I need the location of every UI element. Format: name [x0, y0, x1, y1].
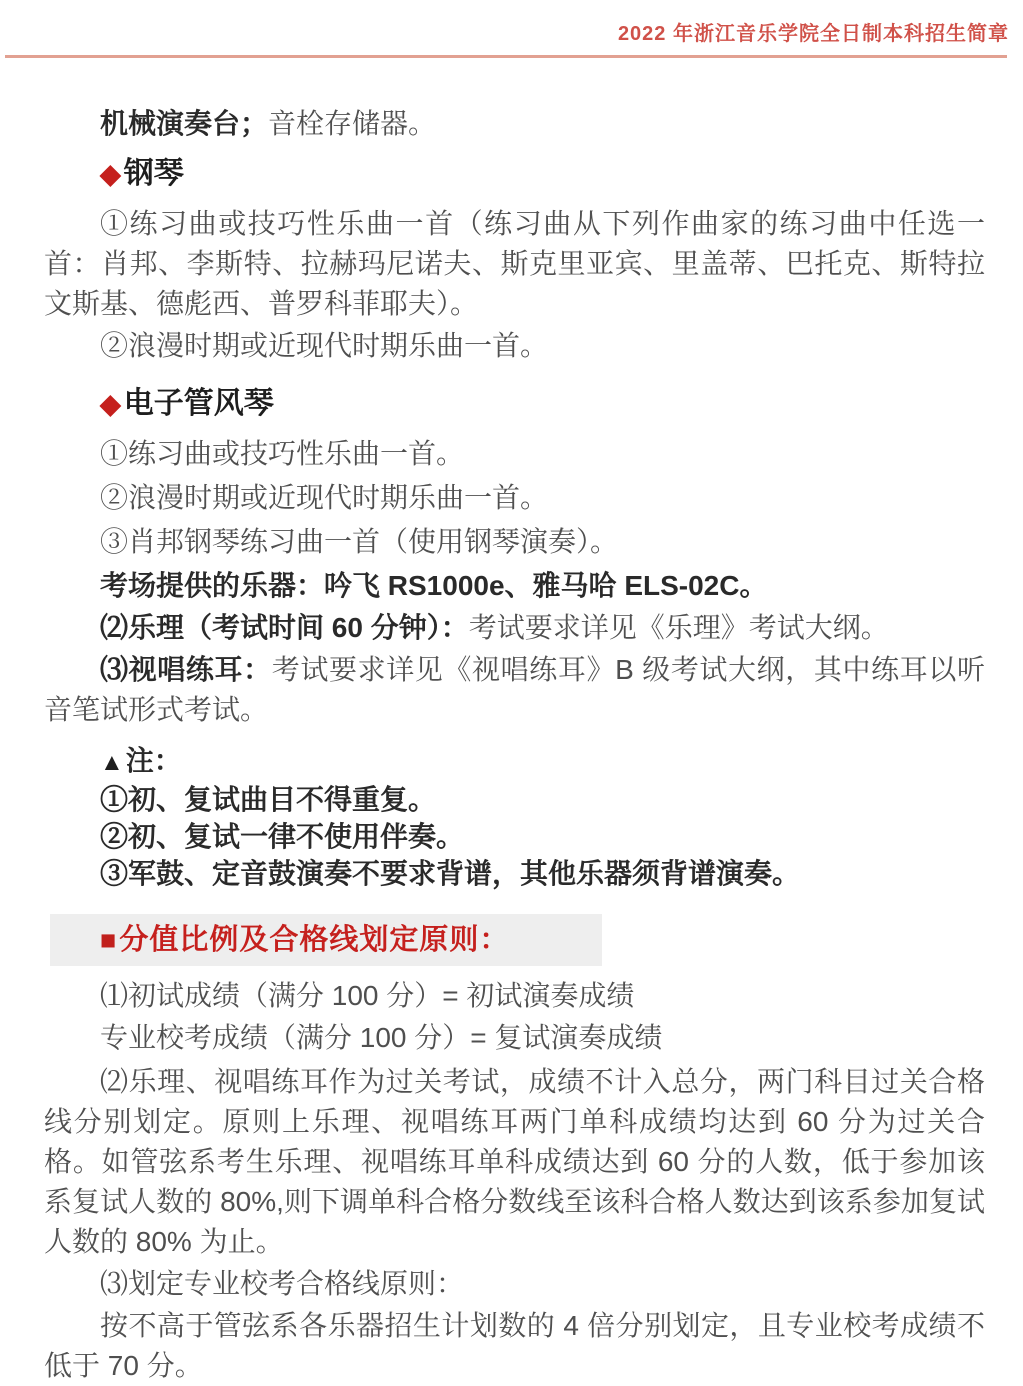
solfeggio-lead: ⑶视唱练耳：	[100, 654, 272, 685]
organ-requirement-3: ③肖邦钢琴练习曲一首（使用钢琴演奏）。	[100, 526, 619, 557]
score-rule-qualifying-principle: ⑶划定专业校考合格线原则：	[100, 1268, 465, 1299]
note-item-1: ①初、复试曲目不得重复。	[100, 784, 437, 815]
score-rule-pass-line: ⑵乐理、视唱练耳作为过关考试，成绩不计入总分，两门科目过关合格线分别划定。原则上乐理、视唱练耳两门单科成绩均达到 60 分为过关合格。如管弦系考生乐理、视唱练耳单科成绩达到 60 分的人数，低于参加该系复试人数的 80%,则下调单科合格分数线至该科合格人数达到该系参加复试人数的 80% 为止。	[44, 1066, 985, 1257]
square-icon: ■	[100, 924, 117, 955]
triangle-icon: ▲	[100, 749, 124, 776]
heading-piano-label: 钢琴	[123, 157, 184, 190]
document-body	[0, 58, 1023, 1386]
paragraph-solfeggio	[44, 650, 985, 730]
note-heading-label: 注：	[125, 745, 182, 776]
music-theory-detail: 考试要求详见《乐理》考试大纲。	[468, 612, 889, 643]
piano-requirement-1: ①练习曲或技巧性乐曲一首（练习曲从下列作曲家的练习曲中任选一首：肖邦、李斯特、拉赫玛尼诺夫、斯克里亚宾、里盖蒂、巴托克、斯特拉文斯基、德彪西、普罗科菲耶夫）。	[44, 208, 985, 319]
score-rule-school-exam: 专业校考成绩（满分 100 分）= 复试演奏成绩	[100, 1022, 663, 1053]
note-block	[44, 742, 985, 892]
note-item-3: ③军鼓、定音鼓演奏不要求背谱，其他乐器须背谱演奏。	[100, 858, 801, 889]
heading-electronic-organ	[100, 386, 985, 422]
page-title: 2022 年浙江音乐学院全日制本科招生简章	[617, 23, 1009, 45]
intro-bold-text: 机械演奏台；	[100, 108, 269, 139]
music-theory-lead: ⑵乐理（考试时间 60 分钟）：	[100, 612, 469, 643]
heading-electronic-organ-label: 电子管风琴	[123, 387, 274, 420]
intro-rest-text: 音栓存储器。	[268, 108, 437, 139]
paragraph-console-intro	[44, 104, 985, 144]
paragraph-music-theory	[44, 608, 985, 648]
page-header	[0, 0, 1023, 58]
diamond-icon: ◆	[100, 159, 121, 189]
organ-requirement-1: ①练习曲或技巧性乐曲一首。	[100, 438, 465, 469]
note-item-2: ②初、复试一律不使用伴奏。	[100, 821, 465, 852]
section-header-bar	[50, 914, 602, 966]
paragraph-provided-instruments: 考场提供的乐器：吟飞 RS1000e、雅马哈 ELS-02C。	[100, 570, 768, 601]
organ-requirement-2: ②浪漫时期或近现代时期乐曲一首。	[100, 482, 549, 513]
score-rule-initial: ⑴初试成绩（满分 100 分）= 初试演奏成绩	[100, 980, 635, 1011]
section-title: 分值比例及合格线划定原则：	[119, 924, 510, 956]
diamond-icon: ◆	[100, 389, 121, 419]
note-heading	[100, 742, 985, 781]
score-rule-quota: 按不高于管弦系各乐器招生计划数的 4 倍分别划定，且专业校考成绩不低于 70 分。	[44, 1310, 985, 1381]
heading-piano	[100, 156, 985, 192]
piano-requirement-2: ②浪漫时期或近现代时期乐曲一首。	[100, 330, 549, 361]
solfeggio-detail: 考试要求详见《视唱练耳》B 级考试大纲，其中练耳以听音笔试形式考试。	[44, 654, 985, 725]
